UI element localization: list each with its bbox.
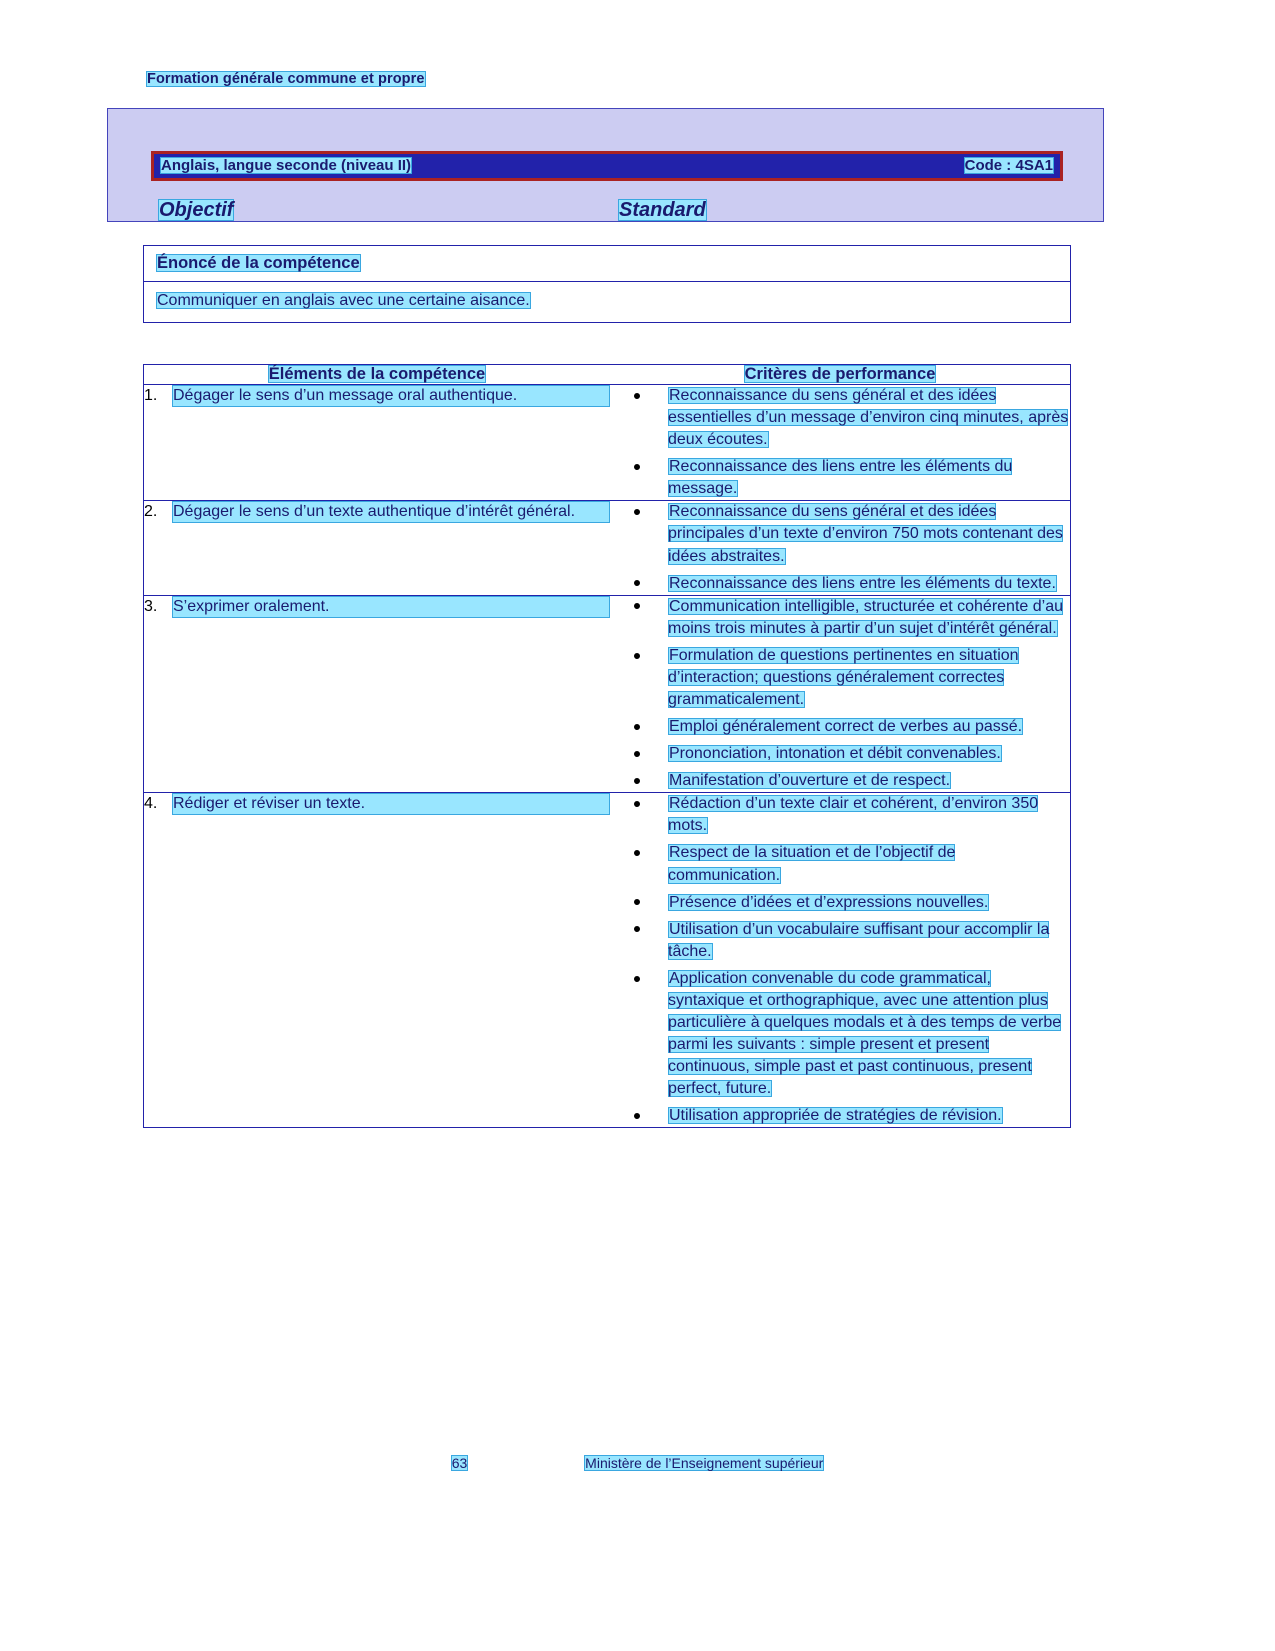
- criteria-text: Utilisation appropriée de stratégies de révision.: [669, 1107, 1002, 1125]
- table-row: [144, 385, 1070, 501]
- bullet-icon: [634, 751, 640, 757]
- criteria-text: Reconnaissance des liens entre les éléments du message.: [668, 458, 1013, 498]
- table-row: [144, 595, 1070, 793]
- table-header-criteria: Critères de performance: [610, 365, 1070, 385]
- criteria-item: [610, 456, 1070, 500]
- criteria-text: Reconnaissance des liens entre les éléments du texte.: [669, 574, 1056, 592]
- element-cell: [144, 595, 610, 793]
- criteria-item: [610, 501, 1070, 567]
- element-cell: [144, 385, 610, 501]
- element-text: Dégager le sens d’un message oral authentique.: [172, 385, 610, 407]
- bullet-icon: [634, 850, 640, 856]
- objective-banner: [107, 108, 1104, 222]
- course-code: Code : 4SA1: [964, 157, 1053, 174]
- section-header-note: [146, 71, 426, 87]
- criteria-text: Reconnaissance du sens général et des idées essentielles d’un message d’environ cinq minutes, après deux écoutes.: [668, 387, 1069, 449]
- bullet-icon: [634, 653, 640, 659]
- criteria-text: Formulation de questions pertinentes en situation d’interaction; questions généralement correctes grammaticalement.: [668, 646, 1019, 709]
- criteria-text: Prononciation, intonation et débit convenables.: [669, 745, 1001, 763]
- standard-label: Standard: [619, 199, 706, 221]
- bullet-icon: [634, 899, 640, 905]
- bullet-icon: [634, 801, 640, 807]
- course-title-bar: [151, 151, 1063, 181]
- objectif-label: Objectif: [159, 199, 234, 221]
- element-text: S’exprimer oralement.: [172, 596, 610, 618]
- criteria-item: [610, 716, 1070, 738]
- criteria-item: [610, 842, 1070, 886]
- table-row: [144, 793, 1070, 1128]
- competence-table: [143, 364, 1071, 1128]
- page-footer: [0, 1455, 1275, 1471]
- criteria-item: [610, 770, 1070, 792]
- competence-statement-heading: Énoncé de la compétence: [144, 246, 1070, 282]
- competence-statement-box: [143, 245, 1071, 323]
- criteria-text: Manifestation d’ouverture et de respect.: [669, 772, 951, 790]
- criteria-text: Application convenable du code grammatical, syntaxique et orthographique, avec une attention plus particulière à quelques modals et à des temps de verbe parmi les suivants : simple present et present continuous, simple past et past continuous, present perfect, future.: [668, 969, 1062, 1098]
- competence-statement-text: Communiquer en anglais avec une certaine aisance.: [157, 292, 530, 309]
- element-text: Rédiger et réviser un texte.: [172, 793, 610, 815]
- table-header-row: [144, 365, 1070, 385]
- criteria-list: [610, 501, 1070, 594]
- criteria-text: Reconnaissance du sens général et des idées principales d’un texte d’environ 750 mots contenant des idées abstraites.: [668, 503, 1063, 565]
- element-text: Dégager le sens d’un texte authentique d’intérêt général.: [172, 501, 610, 523]
- footer-ministry: Ministère de l’Enseignement supérieur: [585, 1455, 824, 1471]
- element-number: 2.: [144, 503, 158, 521]
- criteria-item: [610, 793, 1070, 837]
- bullet-icon: [634, 778, 640, 784]
- criteria-item: [610, 596, 1070, 640]
- criteria-item: [610, 645, 1070, 711]
- criteria-text: Utilisation d’un vocabulaire suffisant pour accomplir la tâche.: [668, 920, 1050, 960]
- table-header-elements: Éléments de la compétence: [144, 365, 610, 385]
- bullet-icon: [634, 926, 640, 932]
- criteria-cell: [610, 385, 1070, 501]
- bullet-icon: [634, 1113, 640, 1119]
- criteria-cell: [610, 793, 1070, 1128]
- criteria-list: [610, 596, 1070, 793]
- table-row: [144, 501, 1070, 595]
- criteria-cell: [610, 595, 1070, 793]
- element-number: 3.: [144, 597, 158, 615]
- course-title: Anglais, langue seconde (niveau II): [161, 157, 412, 174]
- footer-page-number: 63: [451, 1455, 468, 1471]
- criteria-item: [610, 385, 1070, 451]
- section-header-note-text: Formation générale commune et propre: [147, 71, 425, 87]
- criteria-item: [610, 743, 1070, 765]
- bullet-icon: [634, 393, 640, 399]
- criteria-item: [610, 968, 1070, 1100]
- criteria-item: [610, 892, 1070, 914]
- bullet-icon: [634, 509, 640, 515]
- bullet-icon: [634, 464, 640, 470]
- criteria-item: [610, 1105, 1070, 1127]
- criteria-text: Communication intelligible, structurée et cohérente d’au moins trois minutes à partir d’un sujet d’intérêt général.: [668, 597, 1063, 637]
- element-number: 1.: [144, 387, 158, 404]
- element-cell: [144, 501, 610, 595]
- criteria-cell: [610, 501, 1070, 595]
- bullet-icon: [634, 580, 640, 586]
- element-number: 4.: [144, 795, 158, 813]
- criteria-text: Présence d’idées et d’expressions nouvelles.: [669, 893, 989, 911]
- bullet-icon: [634, 724, 640, 730]
- criteria-item: [610, 919, 1070, 963]
- criteria-text: Emploi généralement correct de verbes au passé.: [669, 718, 1023, 736]
- bullet-icon: [634, 976, 640, 982]
- criteria-list: [610, 385, 1070, 500]
- criteria-text: Respect de la situation et de l’objectif de communication.: [668, 844, 956, 884]
- bullet-icon: [634, 603, 640, 609]
- criteria-text: Rédaction d’un texte clair et cohérent, d’environ 350 mots.: [668, 795, 1039, 835]
- criteria-item: [610, 573, 1070, 595]
- element-cell: [144, 793, 610, 1128]
- criteria-list: [610, 793, 1070, 1127]
